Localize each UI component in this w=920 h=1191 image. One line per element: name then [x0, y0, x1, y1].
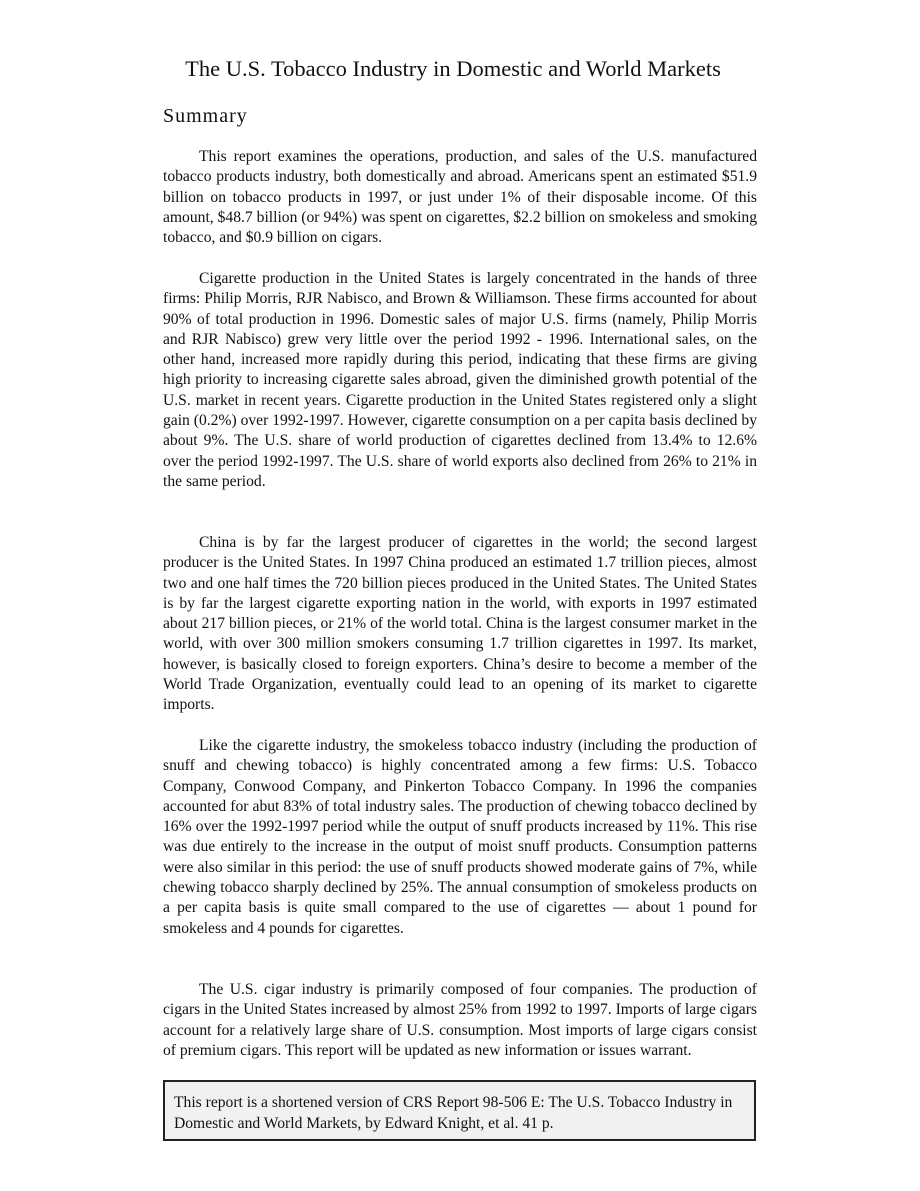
- summary-paragraph: Cigarette production in the United States is largely concentrated in the hands of three firms: Philip Morris, RJR Nabisco, and Brown & Williamson. These firms accounted for about 90% of total production in 1996. Domestic sales of major U.S. firms (namely, Philip Morris and RJR Nabisco) grew very little over the period 1992 - 1996. International sales, on the other hand, increased more rapidly during this period, indicating that these firms are giving high priority to increasing cigarette sales abroad, given the diminished growth potential of the U.S. market in recent years. Cigarette production in the United States registered only a slight gain (0.2%) over 1992-1997. However, cigarette consumption on a per capita basis declined by about 9%. The U.S. share of world production of cigarettes declined from 13.4% to 12.6% over the period 1992-1997. The U.S. share of world exports also declined from 26% to 21% in the same period.: [163, 270, 757, 490]
- report-note-text: This report is a shortened version of CRS Report 98-506 E: The U.S. Tobacco Industry in Domestic and World Markets, by Edward Knight, et al. 41 p.: [174, 1094, 733, 1132]
- summary-paragraph: This report examines the operations, production, and sales of the U.S. manufactured tobacco products industry, both domestically and abroad. Americans spent an estimated $51.9 billion on tobacco products in 1997, or just under 1% of their disposable income. Of this amount, $48.7 billion (or 94%) was spent on cigarettes, $2.2 billion on smokeless and smoking tobacco, and $0.9 billion on cigars.: [163, 148, 757, 247]
- summary-paragraph: Like the cigarette industry, the smokeless tobacco industry (including the production of snuff and chewing tobacco) is highly concentrated among a few firms: U.S. Tobacco Company, Conwood Company, and Pinkerton Tobacco Company. In 1996 the companies accounted for abut 83% of total industry sales. The production of chewing tobacco declined by 16% over the 1992-1997 period while the output of snuff products increased by 11%. This rise was due entirely to the increase in the output of moist snuff products. Consumption patterns were also similar in this period: the use of snuff products showed moderate gains of 7%, while chewing tobacco sharply declined by 25%. The annual consumption of smokeless products on a per capita basis is quite small compared to the use of cigarettes — about 1 pound for smokeless and 4 pounds for cigarettes.: [163, 737, 757, 937]
- document-title: The U.S. Tobacco Industry in Domestic and World Markets: [185, 56, 721, 81]
- summary-paragraph: China is by far the largest producer of cigarettes in the world; the second largest producer is the United States. In 1997 China produced an estimated 1.7 trillion pieces, almost two and one half times the 720 billion pieces produced in the United States. The United States is by far the largest cigarette exporting nation in the world, with exports in 1997 estimated about 217 billion pieces, or 21% of the world total. China is the largest consumer market in the world, with over 300 million smokers consuming 1.7 trillion cigarettes in 1997. Its market, however, is basically closed to foreign exporters. China’s desire to become a member of the World Trade Organization, eventually could lead to an opening of its market to cigarette imports.: [163, 534, 757, 714]
- summary-paragraph: The U.S. cigar industry is primarily composed of four companies. The production of cigars in the United States increased by almost 25% from 1992 to 1997. Imports of large cigars account for a relatively large share of U.S. consumption. Most imports of large cigars consist of premium cigars. This report will be updated as new information or issues warrant.: [163, 981, 757, 1059]
- section-heading: Summary: [163, 105, 248, 127]
- report-note-box: [163, 1080, 756, 1141]
